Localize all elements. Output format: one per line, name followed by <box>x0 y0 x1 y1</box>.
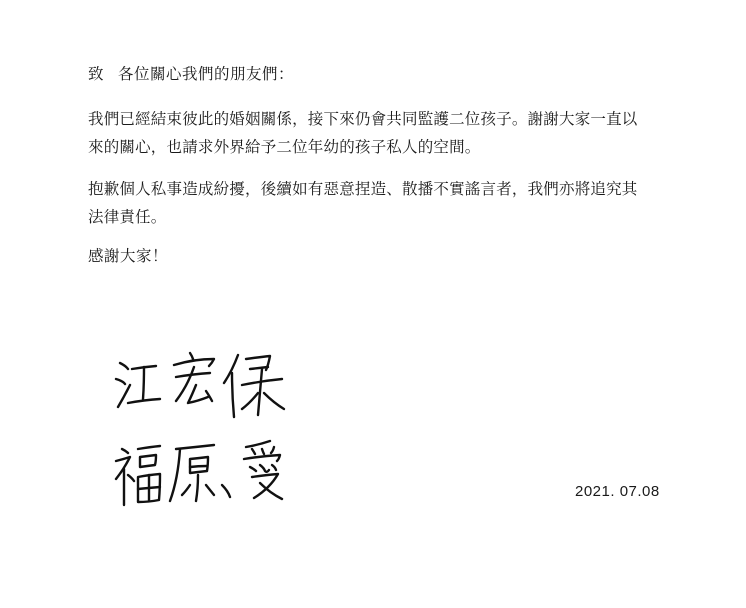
closing: 感謝大家！ <box>88 247 169 265</box>
signature-1 <box>110 345 310 425</box>
letter-date: 2021. 07.08 <box>575 483 660 500</box>
paragraph-1-line-1: 我們已經結束彼此的婚姻關係，接下來仍會共同監護二位孩子。謝謝大家一直以 <box>88 110 638 128</box>
salutation <box>88 62 294 84</box>
signature-1-drawing <box>110 345 310 425</box>
paragraph-2-line-1: 抱歉個人私事造成紛擾，後續如有惡意捏造、散播不實謠言者，我們亦將追究其 <box>88 180 638 198</box>
signature-2 <box>110 435 310 515</box>
paragraph-1-line-2: 來的關心，也請求外界給予二位年幼的孩子私人的空間。 <box>88 138 481 156</box>
paragraph-2-line-2: 法律責任。 <box>88 208 167 226</box>
signature-2-drawing <box>110 435 310 515</box>
paragraph-2 <box>88 175 688 231</box>
paragraph-1 <box>88 105 688 161</box>
salutation-to: 致 <box>88 65 105 83</box>
salutation-recipient: 各位關心我們的朋友們： <box>118 65 295 83</box>
